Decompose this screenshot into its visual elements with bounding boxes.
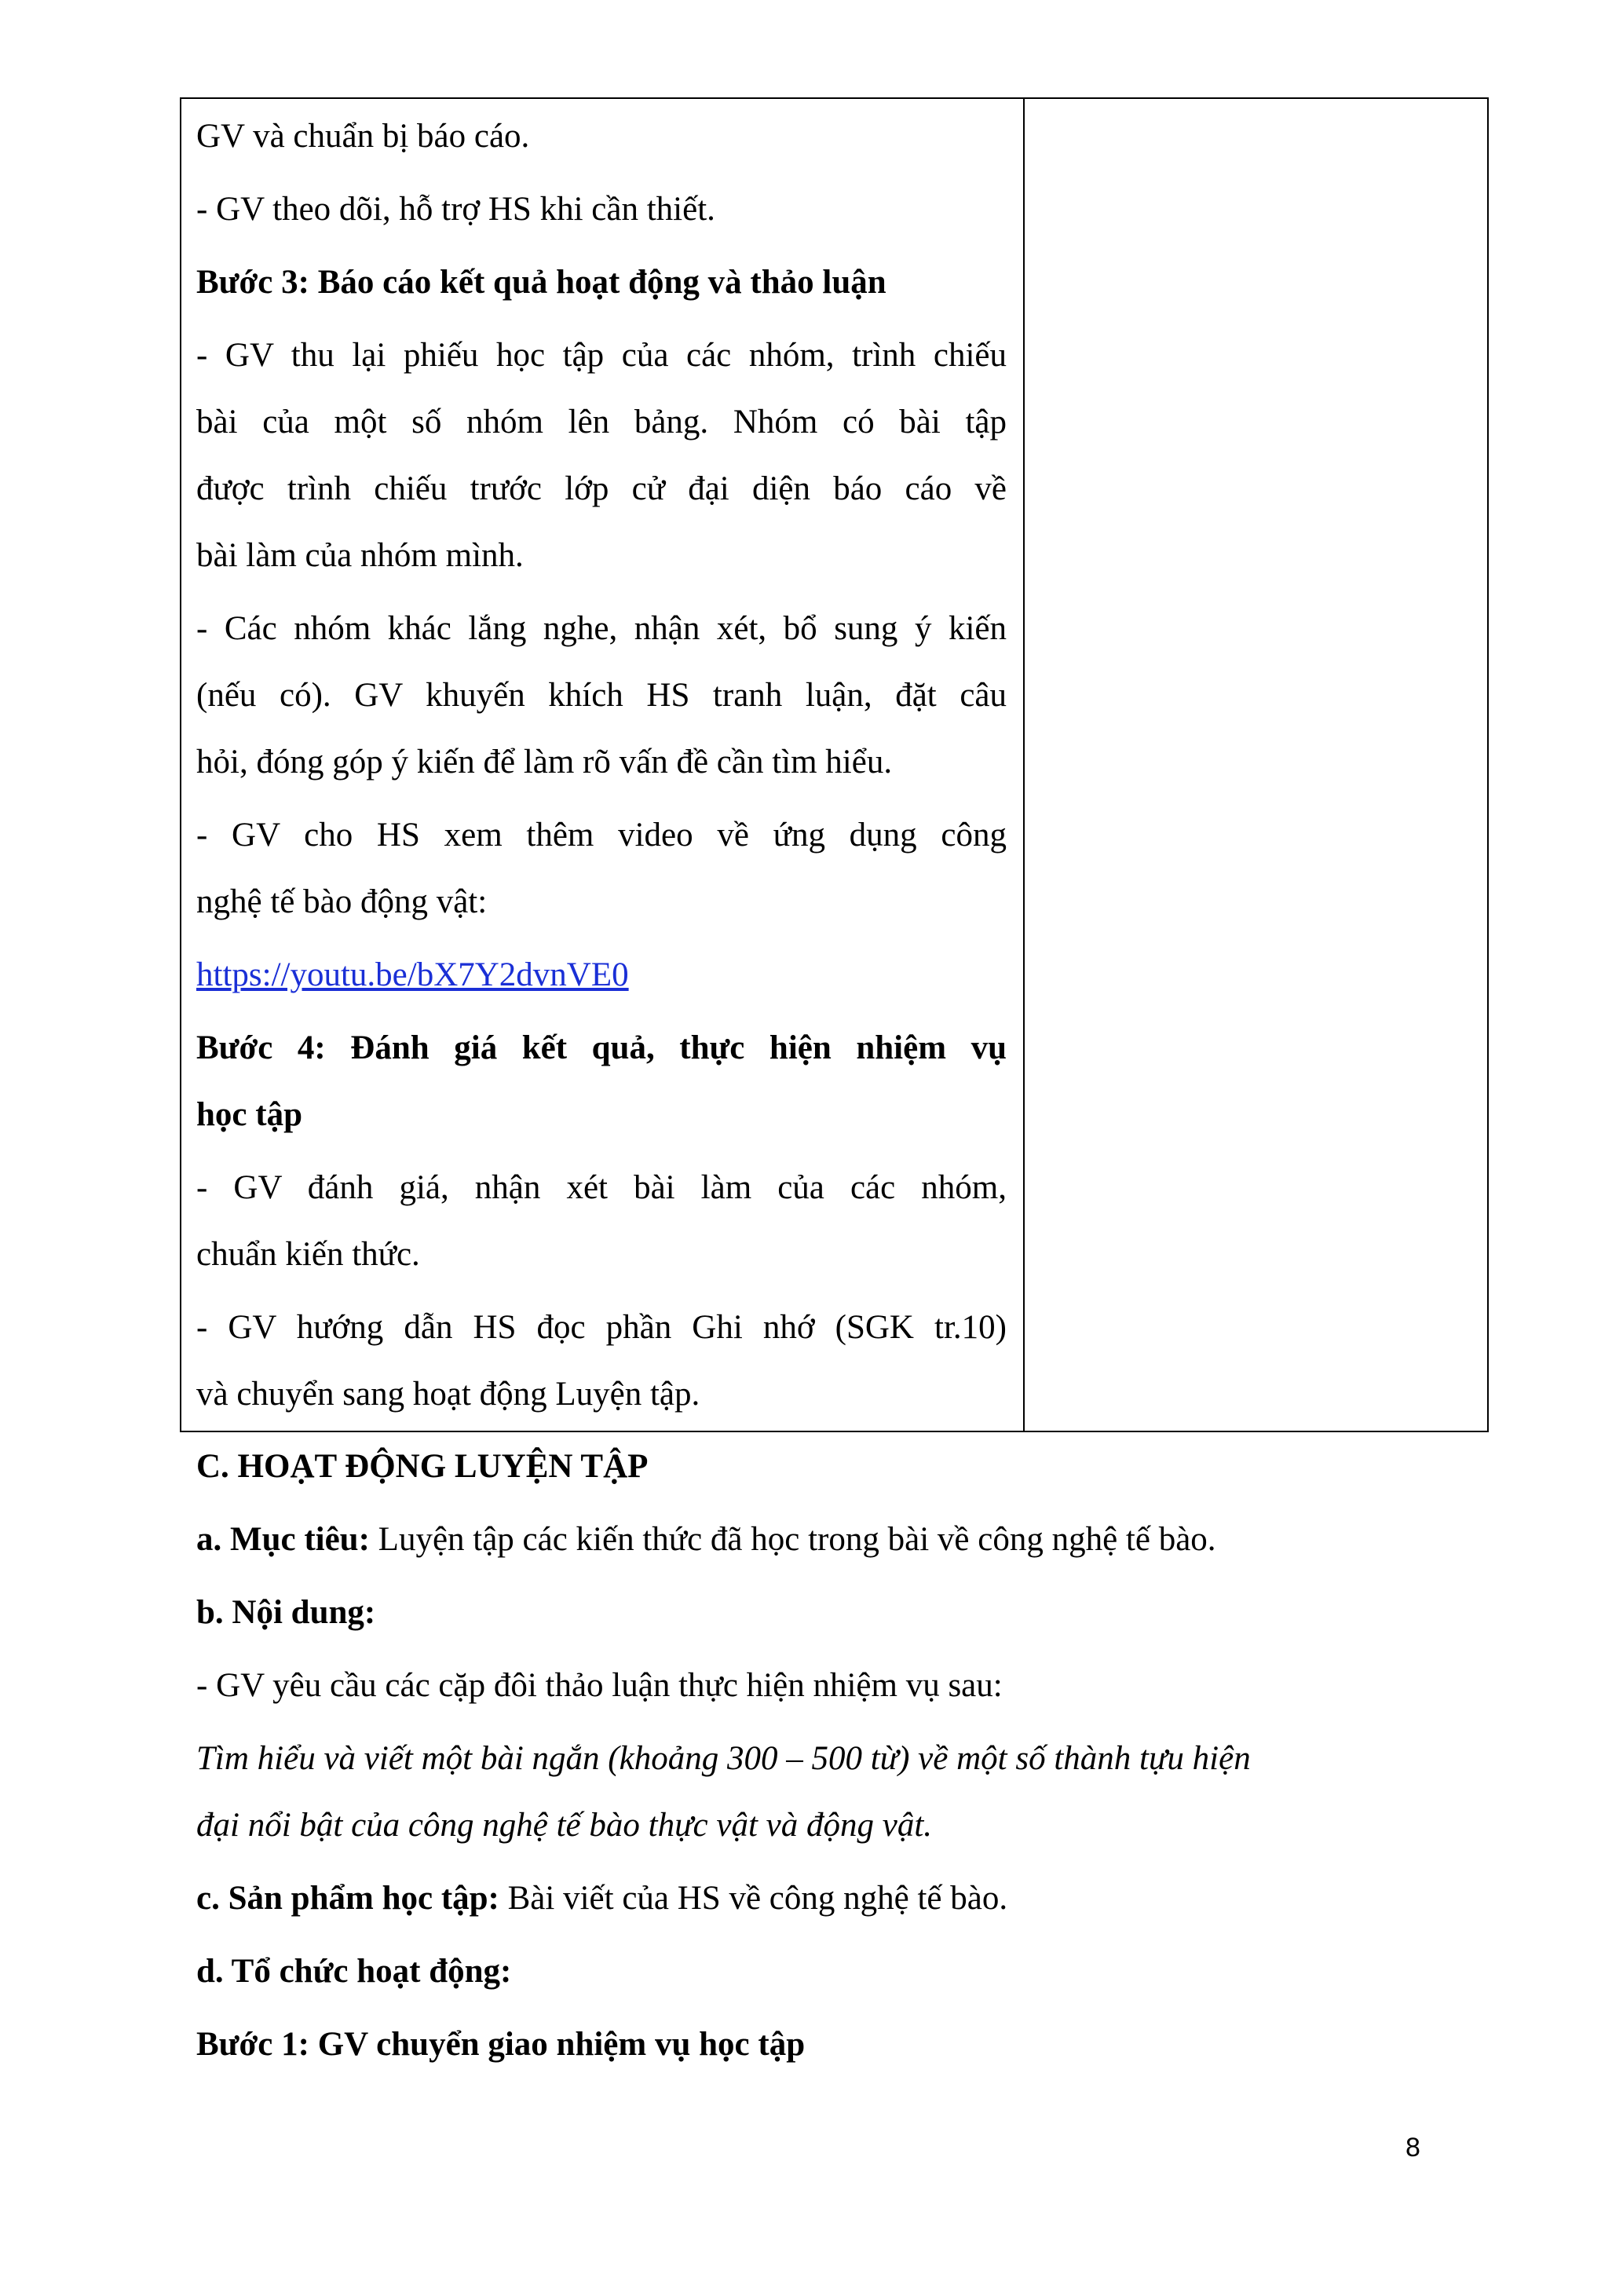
page-number: 8 [1406, 2133, 1420, 2163]
table-line: hỏi, đóng góp ý kiến để làm rõ vấn đề cần tìm hiểu. [196, 744, 893, 781]
product-line [196, 1866, 1007, 1932]
table-line: bài của một số nhóm lên bảng. Nhóm có bài tập [196, 404, 1007, 441]
section-heading: C. HOẠT ĐỘNG LUYỆN TẬP [196, 1448, 649, 1485]
organize-label: d. Tổ chức hoạt động: [196, 1953, 512, 1990]
table-line: - GV đánh giá, nhận xét bài làm của các nhóm, [196, 1169, 1007, 1206]
activity-table [180, 97, 1489, 1432]
table-line: GV và chuẩn bị báo cáo. [196, 118, 530, 155]
table-line: - GV hướng dẫn HS đọc phần Ghi nhớ (SGK tr.10) [196, 1309, 1007, 1346]
table-line: và chuyển sang hoạt động Luyện tập. [196, 1376, 700, 1413]
table-line: chuẩn kiến thức. [196, 1236, 420, 1273]
table-right-cell [1025, 99, 1487, 1431]
step-1-heading: Bước 1: GV chuyển giao nhiệm vụ học tập [196, 2026, 806, 2063]
table-line: - GV cho HS xem thêm video về ứng dụng công [196, 817, 1007, 854]
table-line: (nếu có). GV khuyến khích HS tranh luận, đặt câu [196, 677, 1007, 714]
objective-label: a. Mục tiêu: [196, 1521, 370, 1558]
objective-line [196, 1507, 1216, 1573]
task-text-line: Tìm hiểu và viết một bài ngắn (khoảng 300 – 500 từ) về một số thành tựu hiện [196, 1740, 1251, 1777]
step-4-heading-cont: học tập [196, 1096, 302, 1133]
step-4-heading: Bước 4: Đánh giá kết quả, thực hiện nhiệm vụ [196, 1029, 1007, 1066]
task-text-line: đại nổi bật của công nghệ tế bào thực vật và động vật. [196, 1807, 933, 1844]
objective-text: Luyện tập các kiến thức đã học trong bài về công nghệ tế bào. [369, 1521, 1216, 1558]
content-text: - GV yêu cầu các cặp đôi thảo luận thực hiện nhiệm vụ sau: [196, 1667, 1003, 1704]
table-line: bài làm của nhóm mình. [196, 537, 524, 574]
table-line: được trình chiếu trước lớp cử đại diện báo cáo về [196, 470, 1007, 507]
content-label: b. Nội dung: [196, 1594, 376, 1631]
table-line: nghệ tế bào động vật: [196, 883, 488, 920]
table-line: - GV thu lại phiếu học tập của các nhóm, trình chiếu [196, 337, 1007, 374]
step-3-heading: Bước 3: Báo cáo kết quả hoạt động và thảo luận [196, 264, 886, 301]
table-line: - GV theo dõi, hỗ trợ HS khi cần thiết. [196, 191, 715, 228]
product-text: Bài viết của HS về công nghệ tế bào. [499, 1880, 1008, 1917]
video-link[interactable]: https://youtu.be/bX7Y2dvnVE0 [196, 956, 629, 993]
table-column-divider [1023, 99, 1025, 1431]
table-line: - Các nhóm khác lắng nghe, nhận xét, bổ sung ý kiến [196, 610, 1007, 647]
product-label: c. Sản phẩm học tập: [196, 1880, 499, 1917]
